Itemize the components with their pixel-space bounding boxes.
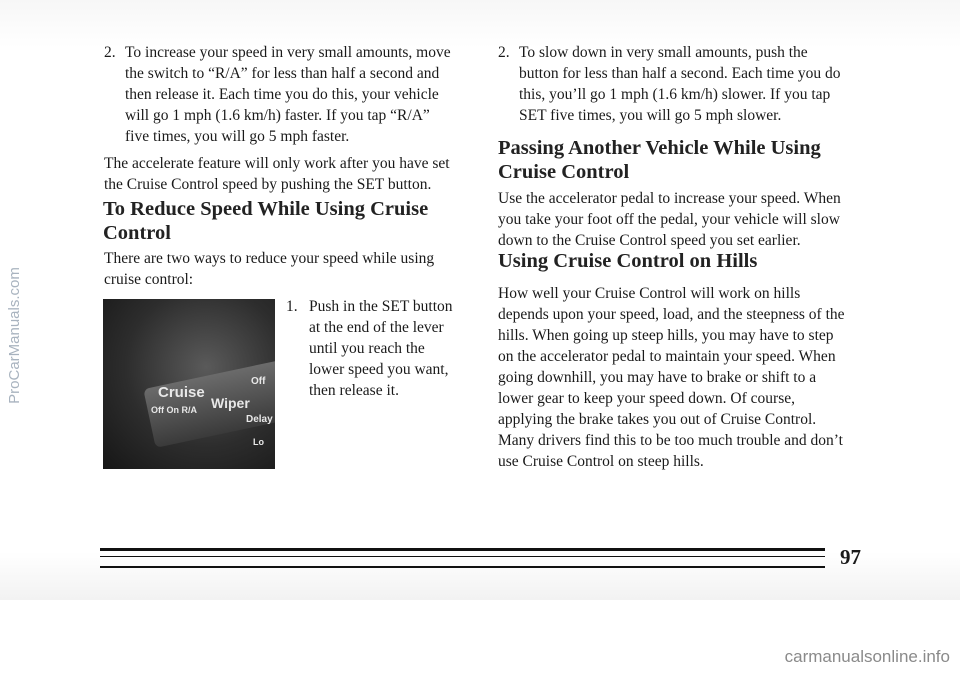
photo-label-cruise: Cruise (158, 384, 205, 401)
text-line: then release it. Each time you do this, your vehicle (125, 86, 439, 103)
text-line: use Cruise Control on steep hills. (498, 453, 704, 470)
footer-rule-top (100, 548, 825, 551)
text-line: will go 1 mph (1.6 km/h) faster. If you tap “R/A” (125, 107, 430, 124)
list-number: 2. (104, 44, 116, 61)
heading-line: To Reduce Speed While Using Cruise (103, 198, 429, 220)
list-number: 2. (498, 44, 510, 61)
text-line: lower gear to keep your speed down. Of course, (498, 390, 795, 407)
text-line: down to the Cruise Control speed you set earlier. (498, 232, 801, 249)
text-line: To slow down in very small amounts, push the (519, 44, 808, 61)
passing-heading (498, 136, 888, 184)
accelerate-note (104, 153, 494, 195)
text-line: the Cruise Control speed by pushing the SET button. (104, 176, 432, 193)
text-line: then release it. (309, 382, 399, 399)
passing-body (498, 188, 888, 251)
right-item-2 (498, 42, 878, 126)
text-line: depends upon your speed, load, and the steepness of the (498, 306, 845, 323)
text-line: applying the brake takes you out of Cruise Control. (498, 411, 817, 428)
footer-rule-mid (100, 556, 825, 557)
text-line: at the end of the lever (309, 319, 444, 336)
list-number: 1. (286, 298, 298, 315)
photo-label-delay: Delay (246, 414, 273, 425)
text-line: this, you’ll go 1 mph (1.6 km/h) slower. If you tap (519, 86, 831, 103)
text-line: Many drivers find this to be too much trouble and don’t (498, 432, 843, 449)
left-item-1 (286, 296, 486, 401)
text-line: SET five times, you will go 5 mph slower. (519, 107, 782, 124)
photo-label-off-on-ra: Off On R/A (151, 405, 197, 415)
text-line: you take your foot off the pedal, your vehicle will slow (498, 211, 840, 228)
text-line: To increase your speed in very small amounts, move (125, 44, 451, 61)
heading-line: Control (103, 222, 171, 244)
watermark-text: ProCarManuals.com (5, 266, 23, 404)
heading-line: Passing Another Vehicle While Using (498, 137, 821, 159)
bottom-watermark[interactable]: carmanualsonline.info (784, 647, 950, 666)
reduce-speed-intro (104, 248, 494, 290)
text-line: How well your Cruise Control will work on hills (498, 285, 801, 302)
text-line: on the accelerator pedal to maintain your speed. When (498, 348, 836, 365)
text-line: lower speed you want, (309, 361, 449, 378)
text-line: Use the accelerator pedal to increase your speed. When (498, 190, 841, 207)
heading-line: Cruise Control (498, 161, 630, 183)
turn-signal-lever (143, 360, 275, 448)
text-line: hills. When going up steep hills, you may have to step (498, 327, 834, 344)
vertical-watermark (6, 170, 22, 500)
page-number: 97 (840, 545, 861, 569)
text-line: going downhill, you may have to brake or shift to a (498, 369, 817, 386)
text-line: Push in the SET button (309, 298, 453, 315)
text-line: There are two ways to reduce your speed while using (104, 250, 435, 267)
text-line: until you reach the (309, 340, 425, 357)
text-line: button for less than half a second. Each time you do (519, 65, 841, 82)
hills-heading: Using Cruise Control on Hills (498, 250, 758, 272)
photo-label-wiper: Wiper (211, 395, 250, 411)
left-item-2 (104, 42, 484, 147)
text-line: five times, you will go 5 mph faster. (125, 128, 350, 145)
reduce-speed-heading (103, 197, 493, 245)
cruise-lever-photo (103, 299, 275, 469)
text-line: The accelerate feature will only work after you have set (104, 155, 450, 172)
photo-label-lo: Lo (253, 437, 264, 447)
hills-body (498, 283, 893, 472)
footer-rule-bottom (100, 566, 825, 568)
text-line: the switch to “R/A” for less than half a second and (125, 65, 440, 82)
text-line: cruise control: (104, 271, 194, 288)
photo-label-off: Off (251, 376, 266, 387)
